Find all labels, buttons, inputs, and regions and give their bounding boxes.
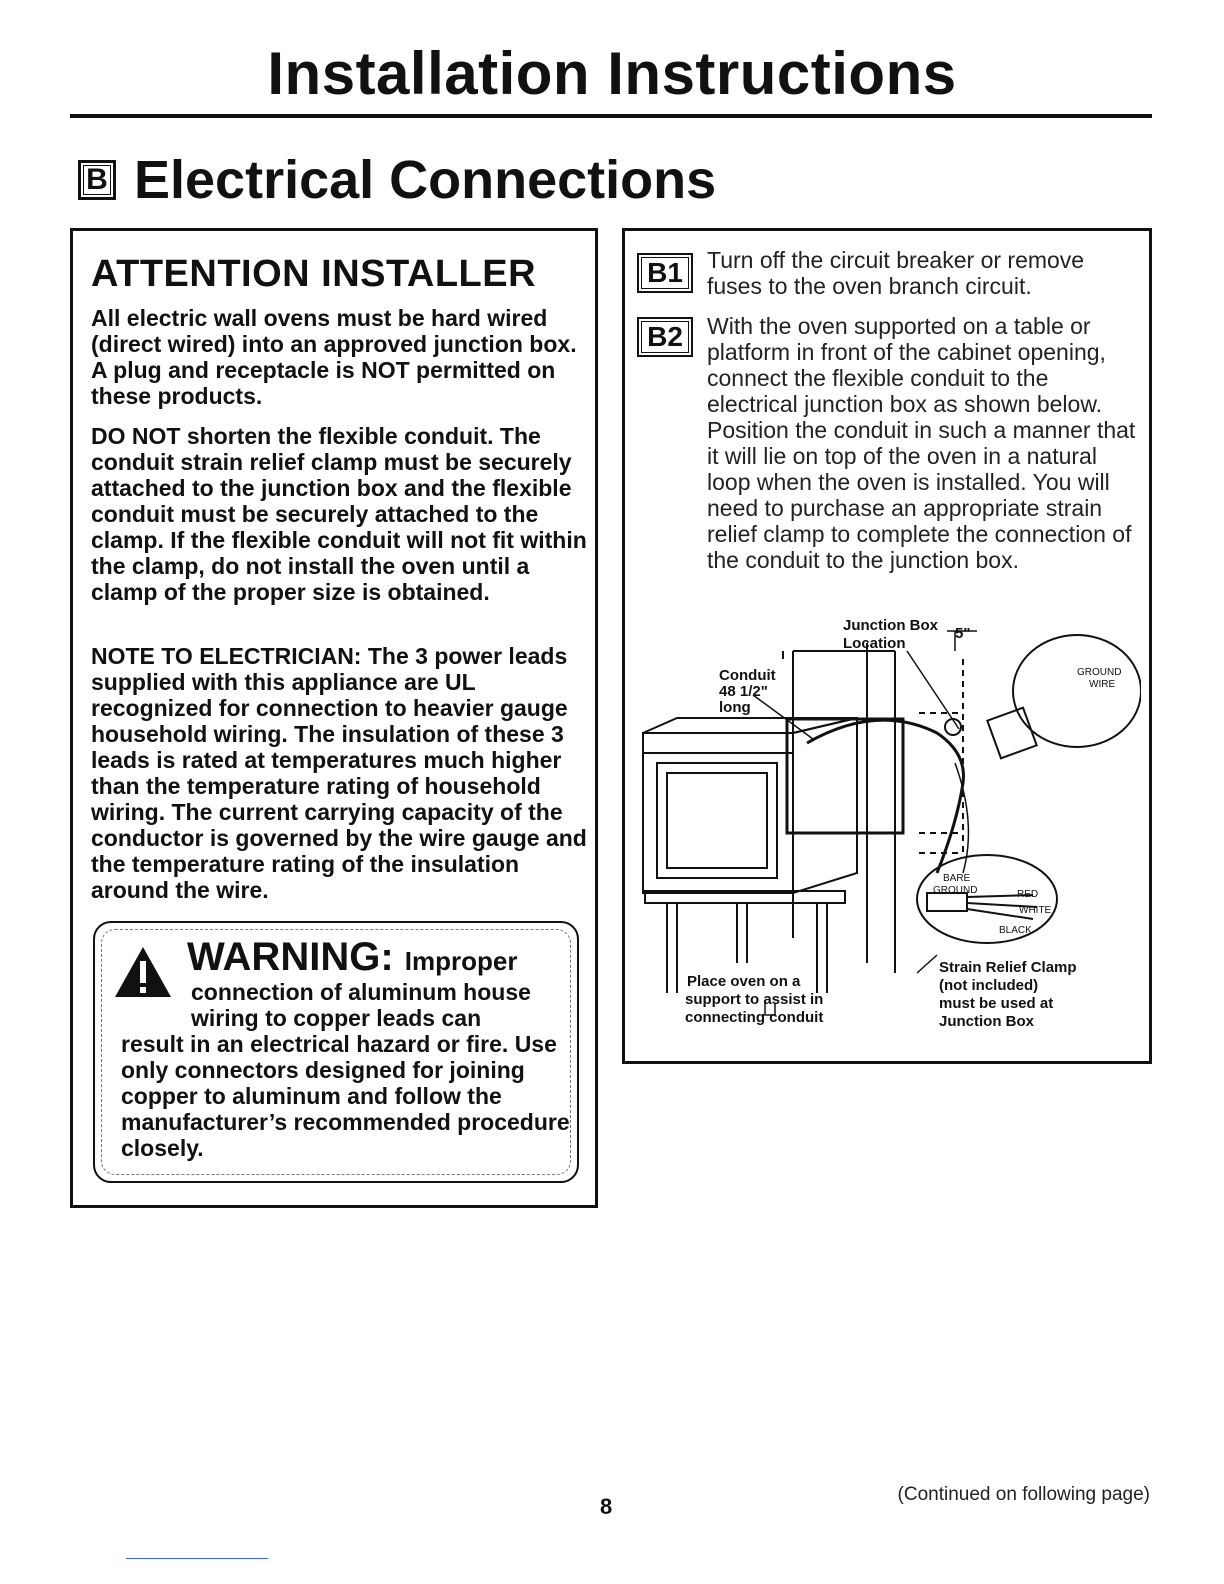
warning-rest: result in an electrical hazard or fire. Use only connectors designed for joining copper to aluminum and follow the manufacturer’s recommended procedure closely. bbox=[121, 1031, 570, 1161]
step-b2-text: With the oven supported on a table or platform in front of the cabinet opening, connect the flexible conduit to the electrical junction box as shown below. Position the conduit in such a manner that it will lie on top of the oven in a natural loop when the oven is installed. You will need to purchase an appropriate strain relief clamp to complete the connection of the conduit to the junction box. bbox=[707, 313, 1136, 573]
wire-label: WIRE bbox=[1089, 679, 1116, 690]
strain-relief-label-2: (not included) bbox=[939, 977, 1039, 994]
conduit-paragraph: DO NOT shorten the flexible conduit. The conduit strain relief clamp must be securely attached to the junction box and the flexible conduit must be securely attached to the clamp. If the flexible conduit will not fit within the clamp, do not install the oven until a clamp of the proper size is obtained. bbox=[91, 423, 587, 605]
bare-label: BARE bbox=[943, 873, 971, 884]
warning-box bbox=[93, 921, 579, 1183]
section-heading bbox=[78, 150, 716, 210]
location-label: Location bbox=[843, 635, 906, 652]
warning-line-1: connection of aluminum house bbox=[191, 979, 531, 1005]
warning-title bbox=[187, 935, 517, 980]
conduit-label: Conduit bbox=[719, 667, 776, 684]
warning-line-2: wiring to copper leads can bbox=[191, 1005, 482, 1031]
place-oven-label-3: connecting conduit bbox=[685, 1009, 824, 1026]
step-b1-badge: B1 bbox=[637, 253, 693, 293]
place-oven-label-2: support to assist in bbox=[685, 991, 824, 1008]
conduit-length-label: 48 1/2" bbox=[719, 683, 768, 700]
section-badge: B bbox=[78, 160, 116, 200]
strain-relief-label-1: Strain Relief Clamp bbox=[939, 959, 1077, 976]
black-wire-label: BLACK bbox=[999, 925, 1032, 936]
dimension-label: 5" bbox=[955, 625, 971, 642]
ground-label: GROUND bbox=[1077, 667, 1122, 678]
steps-box bbox=[622, 228, 1152, 1064]
junction-box-label: Junction Box bbox=[843, 617, 939, 634]
red-wire-label: RED bbox=[1017, 889, 1039, 900]
attention-heading: ATTENTION INSTALLER bbox=[91, 253, 537, 295]
strain-relief-label-4: Junction Box bbox=[939, 1013, 1035, 1030]
warning-title-sub: Improper bbox=[404, 946, 518, 976]
warning-text bbox=[121, 979, 571, 1161]
page-number: 8 bbox=[600, 1494, 613, 1519]
hard-wired-paragraph: All electric wall ovens must be hard wired (direct wired) into an approved junction box. A plug and receptacle is NOT permitted on these products. bbox=[91, 305, 577, 409]
place-oven-label-1: Place oven on a bbox=[687, 973, 801, 990]
electrician-note-paragraph: NOTE TO ELECTRICIAN: The 3 power leads supplied with this appliance are UL recognized for connection to heavier gauge household wiring. The insulation of these 3 leads is rated at temperatures much higher than the temperature rating of household wiring. The current carrying capacity of the conductor is governed by the wire gauge and the temperature rating of the insulation around the wire. bbox=[91, 643, 587, 903]
step-b1-text: Turn off the circuit breaker or remove fuses to the oven branch circuit. bbox=[707, 247, 1085, 299]
section-title: Electrical Connections bbox=[134, 150, 717, 210]
title-rule bbox=[70, 114, 1152, 118]
warning-title-word: WARNING: bbox=[187, 935, 394, 979]
continued-note: (Continued on following page) bbox=[897, 1484, 1150, 1505]
footer-rule bbox=[126, 1558, 268, 1559]
strain-relief-label-3: must be used at bbox=[939, 995, 1054, 1012]
wiring-diagram bbox=[637, 603, 1141, 1049]
step-b2-badge: B2 bbox=[637, 317, 693, 357]
white-wire-label: WHITE bbox=[1019, 905, 1052, 916]
bare-ground-label: GROUND bbox=[933, 885, 978, 896]
attention-installer-box bbox=[70, 228, 598, 1208]
page-title: Installation Instructions bbox=[267, 40, 957, 107]
conduit-long-label: long bbox=[719, 699, 751, 716]
